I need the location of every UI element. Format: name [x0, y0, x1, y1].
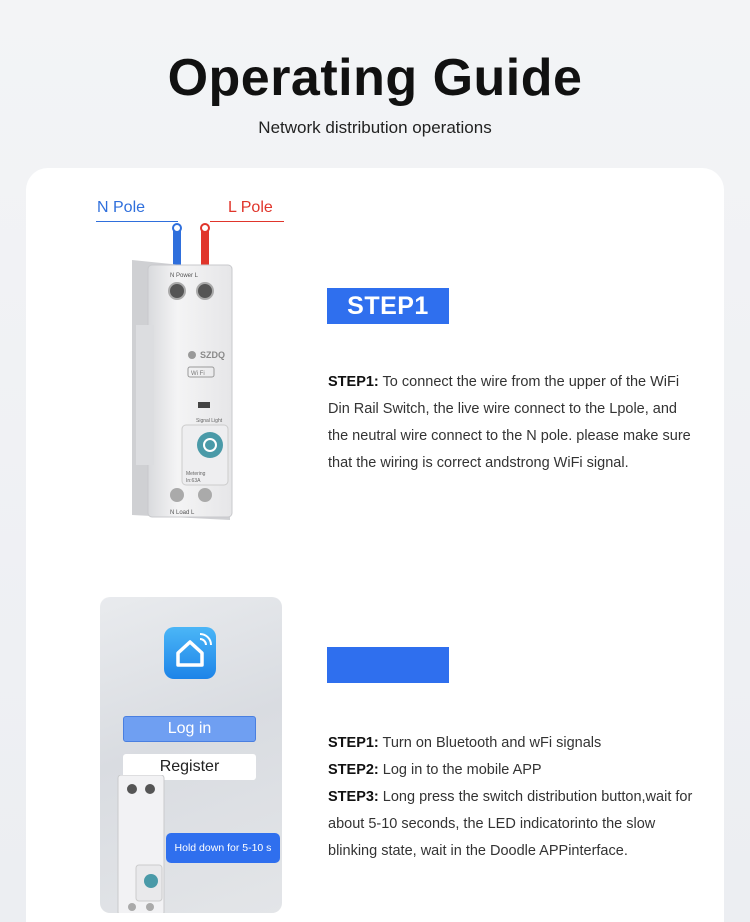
device-brand: SZDQ — [200, 350, 226, 360]
step2-badge — [327, 647, 449, 683]
step2-description — [328, 730, 698, 865]
metering-text: Metering — [186, 471, 206, 477]
signal-light-text: Signal Light — [196, 418, 223, 424]
step2-line2-text: Log in to the mobile APP — [378, 762, 542, 778]
login-button[interactable]: Log in — [123, 716, 256, 742]
l-pole-label: L Pole — [228, 199, 273, 216]
phone-screen — [100, 597, 282, 913]
page-title: Operating Guide — [167, 49, 583, 107]
register-button[interactable]: Register — [123, 754, 256, 780]
step2-line3-label: STEP3: — [328, 789, 379, 805]
top-terminal-text: N Power L — [170, 273, 199, 279]
smart-home-icon[interactable] — [164, 627, 216, 679]
n-pole-label: N Pole — [97, 199, 146, 216]
step2-line2-label: STEP2: — [328, 762, 379, 778]
mini-switch-icon — [116, 775, 166, 913]
bottom-terminal-text: N Load L — [170, 510, 195, 516]
device-wifi-label: Wi Fi — [191, 371, 205, 377]
step1-desc-text: To connect the wire from the upper of the WiFi Din Rail Switch, the live wire connect to the Lpole, and the neutral wire connect to the N pole. please make sure that the wiring is correct andstrong WiFi signal. — [328, 374, 691, 471]
step1-badge: STEP1 — [327, 288, 449, 324]
step1-desc-label: STEP1: — [328, 374, 379, 390]
step2-line3-text: Long press the switch distribution button,wait for about 5-10 seconds, the LED indicatorinto the slow blinking state, wait in the Doodle APPinterface. — [328, 789, 693, 859]
step2-line1-text: Turn on Bluetooth and wFi signals — [378, 735, 602, 751]
rating-text: In:63A — [186, 478, 201, 484]
step2-line1-label: STEP1: — [328, 735, 379, 751]
step1-description — [328, 369, 698, 477]
page-subtitle: Network distribution operations — [258, 118, 492, 137]
hold-tip-label: Hold down for 5-10 s — [166, 833, 280, 863]
din-rail-switch-illustration — [110, 215, 250, 520]
